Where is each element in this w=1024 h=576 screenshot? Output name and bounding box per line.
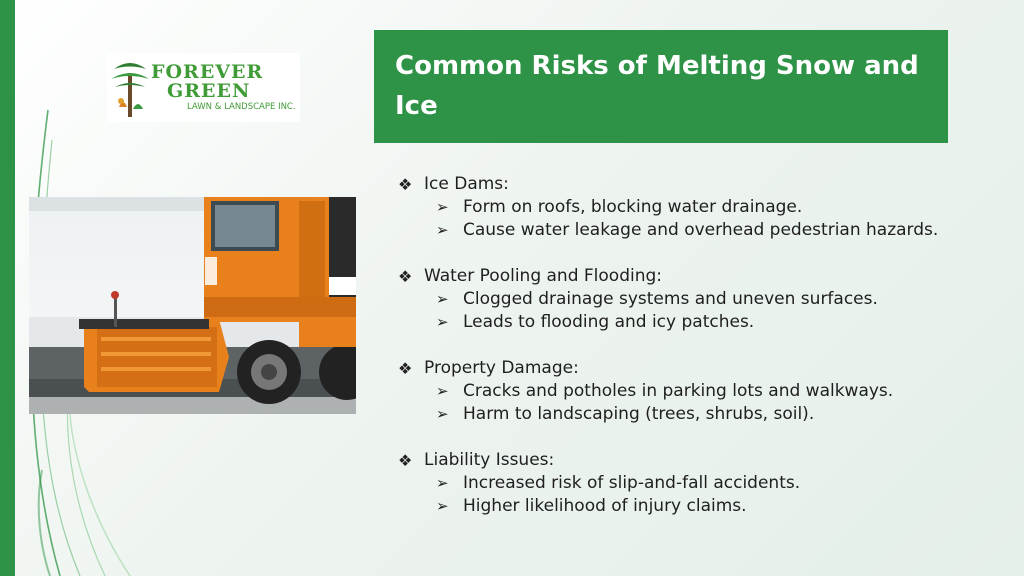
arrow-bullet-icon: ➢: [436, 198, 449, 216]
arrow-bullet-icon: ➢: [436, 474, 449, 492]
diamond-bullet-icon: ❖: [398, 267, 413, 286]
arrow-bullet-icon: ➢: [436, 313, 449, 331]
arrow-bullet-icon: ➢: [436, 221, 449, 239]
list-item-text: Cracks and potholes in parking lots and walkways.: [463, 381, 894, 401]
snowplow-truck-photo: [29, 197, 356, 414]
snowplow-truck-icon: [29, 197, 356, 414]
slide-title: Common Risks of Melting Snow and Ice: [395, 51, 919, 121]
logo-forever-text: FOREVER: [151, 61, 264, 84]
section-heading: Property Damage:: [424, 358, 579, 378]
company-logo: [107, 53, 300, 122]
arrow-bullet-icon: ➢: [436, 382, 449, 400]
section-heading: Ice Dams:: [424, 174, 509, 194]
arrow-bullet-icon: ➢: [436, 497, 449, 515]
list-item: [398, 288, 1013, 311]
list-item-text: Increased risk of slip-and-fall accidents.: [463, 473, 801, 493]
list-item: [398, 403, 1013, 426]
diamond-bullet-icon: ❖: [398, 451, 413, 470]
list-item: [398, 196, 1013, 219]
logo-subtitle-text: LAWN & LANDSCAPE INC.: [187, 102, 296, 113]
list-item-text: Harm to landscaping (trees, shrubs, soil).: [463, 404, 815, 424]
risk-list: [398, 173, 1013, 541]
section-heading: Liability Issues:: [424, 450, 555, 470]
list-item: [398, 311, 1013, 334]
list-item: [398, 380, 1013, 403]
section-heading-row: [398, 173, 1013, 196]
list-item-text: Cause water leakage and overhead pedestrian hazards.: [463, 220, 939, 240]
list-item-text: Clogged drainage systems and uneven surfaces.: [463, 289, 878, 309]
left-accent-bar: [0, 0, 15, 576]
section-heading: Water Pooling and Flooding:: [424, 266, 663, 286]
diamond-bullet-icon: ❖: [398, 359, 413, 378]
list-item-text: Higher likelihood of injury claims.: [463, 496, 747, 516]
list-item: [398, 219, 1013, 242]
section-heading-row: [398, 357, 1013, 380]
diamond-bullet-icon: ❖: [398, 175, 413, 194]
list-item-text: Form on roofs, blocking water drainage.: [463, 197, 803, 217]
arrow-bullet-icon: ➢: [436, 405, 449, 423]
section-liability-issues: [398, 449, 1013, 518]
arrow-bullet-icon: ➢: [436, 290, 449, 308]
logo-green-text: GREEN: [167, 80, 251, 103]
tree-logo-icon: [111, 57, 149, 119]
section-heading-row: [398, 449, 1013, 472]
list-item-text: Leads to flooding and icy patches.: [463, 312, 755, 332]
section-water-pooling: [398, 265, 1013, 334]
section-ice-dams: [398, 173, 1013, 242]
list-item: [398, 495, 1013, 518]
list-item: [398, 472, 1013, 495]
title-banner: [374, 30, 948, 143]
section-heading-row: [398, 265, 1013, 288]
section-property-damage: [398, 357, 1013, 426]
